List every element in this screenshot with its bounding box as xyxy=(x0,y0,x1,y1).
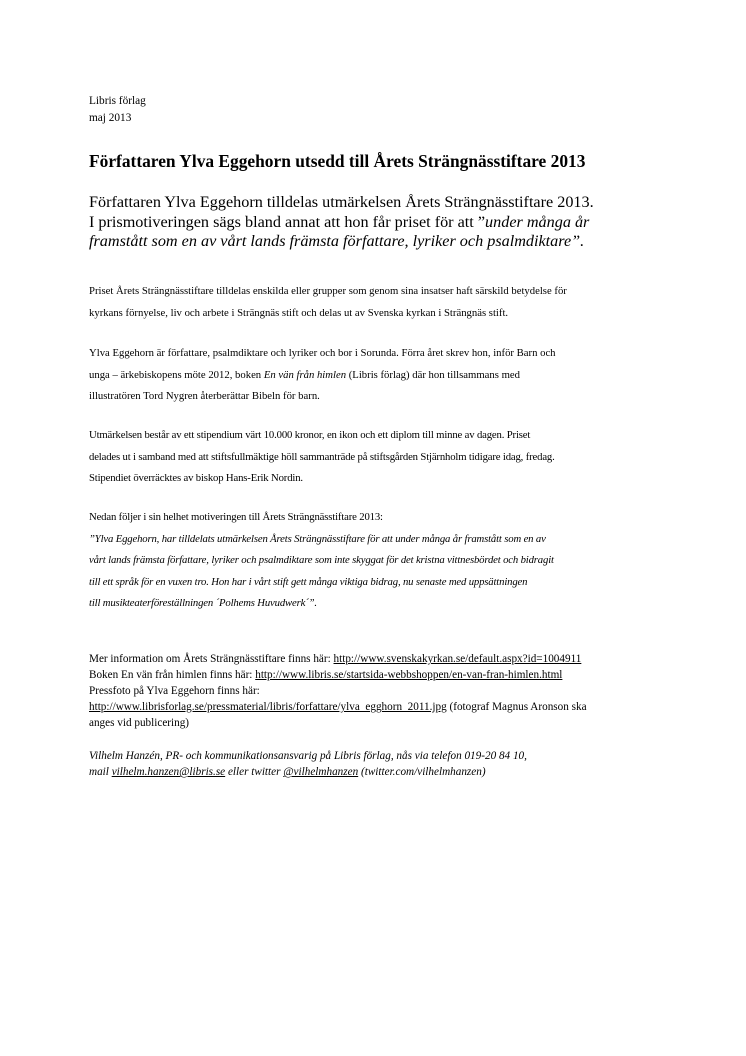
award-line-3: Stipendiet överräcktes av biskop Hans-Erik Nordin. xyxy=(89,472,303,485)
lead-line-2-text: I prismotiveringen sägs bland annat att hon får priset för att ” xyxy=(89,212,486,231)
signature-line-1: Vilhelm Hanzén, PR- och kommunikationsansvarig på Libris förlag, nås via telefon 019-20 84 10, xyxy=(89,750,527,762)
motivation-line-4 xyxy=(89,593,666,615)
page-title: Författaren Ylva Eggehorn utsedd till Årets Strängnässtiftare 2013 xyxy=(89,151,586,171)
author-line-2-post: (Libris förlag) där hon tillsammans med xyxy=(346,368,520,381)
signature-line-2 xyxy=(89,764,666,780)
publication-date: maj 2013 xyxy=(89,112,132,124)
info-line-2-text: Boken En vän från himlen finns här: xyxy=(89,669,256,681)
motivation-quote-2: vårt lands främsta författare, lyriker och psalmdiktare som inte skyggat för det kristna vittnesbördet och bidragit xyxy=(89,554,554,567)
press-photo-link[interactable]: http://www.librisforlag.se/pressmaterial/libris/forfattare/ylva_egghorn_2011.jpg xyxy=(89,701,447,713)
info-line-4-text: (fotograf Magnus Aronson ska xyxy=(446,701,587,713)
paragraph-author xyxy=(89,343,666,408)
signature-twitter-url: (twitter.com/vilhelmhanzen) xyxy=(358,766,486,778)
motivation-line-1 xyxy=(89,529,666,551)
info-line-1-text: Mer information om Årets Strängnässtiftare finns här: xyxy=(89,653,334,665)
book-shop-link[interactable]: http://www.libris.se/startsida-webbshoppen/en-van-fran-himlen.html xyxy=(255,669,563,681)
more-information xyxy=(89,651,666,731)
email-link[interactable]: vilhelm.hanzen@libris.se xyxy=(111,766,226,778)
motivation-quote-4: till musikteaterföreställningen ´Polhems Huvudwerk´”. xyxy=(89,597,317,610)
document-header xyxy=(89,93,666,127)
motivation-quote-3: till ett språk för en vuxen tro. Hon har i vårt stift gett många viktiga bidrag, nu senaste med uppsättningen xyxy=(89,575,528,588)
prize-line-2: kyrkans förnyelse, liv och arbete i Strängnäs stift och delas ut av Svenska kyrkan i Strängnäs stift. xyxy=(89,306,509,319)
lead-line-3 xyxy=(89,232,666,252)
motivation-section xyxy=(89,507,666,615)
paragraph-prize xyxy=(89,281,666,324)
info-line-3: Pressfoto på Ylva Eggehorn finns här: xyxy=(89,685,260,697)
info-line-2 xyxy=(89,667,666,683)
lead-paragraph xyxy=(89,193,666,252)
motivation-line-2 xyxy=(89,550,666,572)
info-line-4 xyxy=(89,699,666,715)
twitter-link[interactable]: @vilhelmhanzen xyxy=(283,766,359,778)
author-line-2 xyxy=(89,365,666,387)
paragraph-award xyxy=(89,425,666,490)
signature-twitter-label: eller twitter xyxy=(225,766,284,778)
author-line-1: Ylva Eggehorn är författare, psalmdiktare och lyriker och bor i Sorunda. Förra året skrev hon, inför Barn och xyxy=(89,347,556,359)
motivation-intro: Nedan följer i sin helhet motiveringen till Årets Strängnässtiftare 2013: xyxy=(89,511,383,523)
award-line-2: delades ut i samband med att stiftsfullmäktige höll sammanträde på stiftsgården Stjärnholm tidigare idag, fredag. xyxy=(89,450,555,463)
prize-line-1: Priset Årets Strängnässtiftare tilldelas enskilda eller grupper som genom sina insatser haft särskild betydelse för xyxy=(89,285,567,297)
info-line-5: anges vid publicering) xyxy=(89,717,190,729)
svenskakyrkan-link[interactable]: http://www.svenskakyrkan.se/default.aspx?id=1004911 xyxy=(333,653,582,665)
author-line-2-pre: unga – ärkebiskopens möte 2012, boken xyxy=(89,368,264,381)
motivation-quote-1: ”Ylva Eggehorn, har tilldelats utmärkelsen Årets Strängnässtiftare för att under många år framstått som en av xyxy=(89,532,546,545)
publisher-name: Libris förlag xyxy=(89,95,146,107)
signature-mail-label: mail xyxy=(89,766,112,778)
award-line-1: Utmärkelsen består av ett stipendium värt 10.000 kronor, en ikon och ett diplom till minne av dagen. Priset xyxy=(89,429,531,441)
lead-line-2 xyxy=(89,213,666,233)
contact-signature xyxy=(89,748,666,780)
book-title: En vän från himlen xyxy=(263,368,347,381)
lead-line-2-quote: under många år xyxy=(485,212,590,231)
info-line-1 xyxy=(89,651,666,667)
motivation-line-3 xyxy=(89,572,666,594)
author-line-3: illustratören Tord Nygren återberättar Bibeln för barn. xyxy=(89,390,320,403)
lead-line-3-quote: framstått som en av vårt lands främsta författare, lyriker och psalmdiktare”. xyxy=(89,232,585,250)
lead-line-1: Författaren Ylva Eggehorn tilldelas utmärkelsen Årets Strängnässtiftare 2013. xyxy=(89,193,594,211)
